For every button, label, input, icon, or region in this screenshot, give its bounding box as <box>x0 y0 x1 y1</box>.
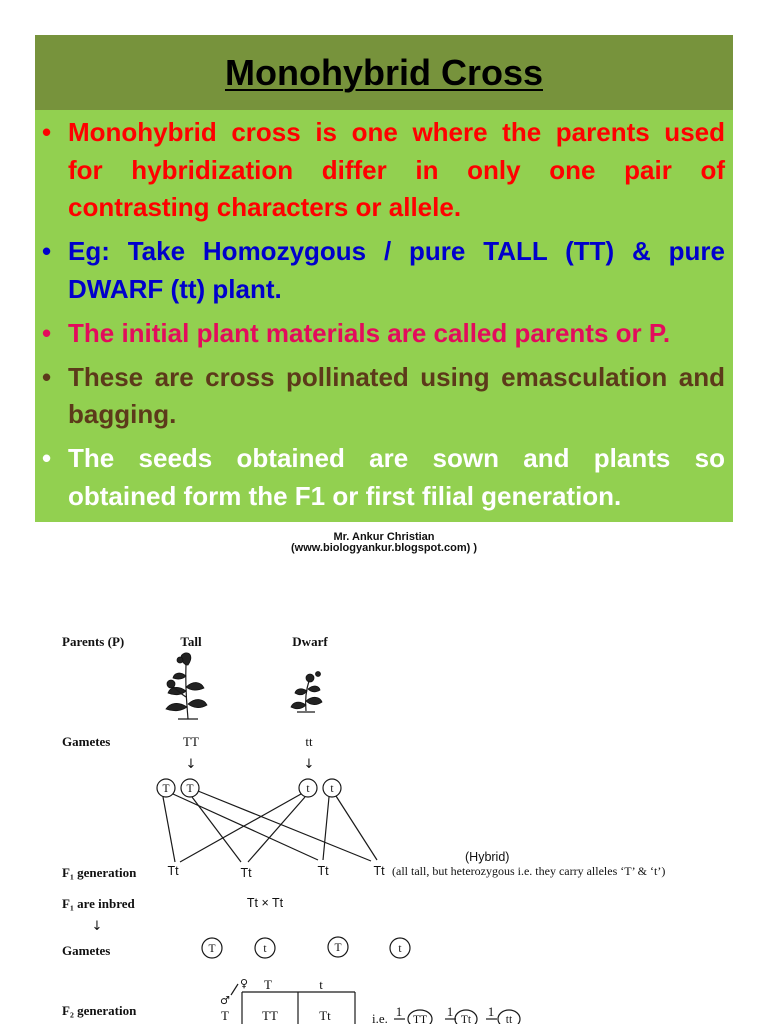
gamete-allele: T <box>334 942 342 954</box>
cross-line <box>323 797 329 860</box>
cross-line <box>173 794 318 860</box>
tall-plant-leaf <box>186 683 204 691</box>
bullet-dot: • <box>42 443 52 473</box>
f1-offspring: Tt <box>317 864 329 878</box>
hybrid-note: (Hybrid) <box>465 850 510 864</box>
tall-plant-bud <box>177 657 183 663</box>
slide-panel <box>35 35 733 522</box>
tall-genotype: TT <box>183 734 199 749</box>
f1-heterozygous-note: (all tall, but heterozygous i.e. they carry alleles ‘T’ & ‘t’) <box>392 864 666 878</box>
f2-ratio <box>372 1004 520 1024</box>
ratio-genotype: Tt <box>460 1014 472 1024</box>
gamete-allele: T <box>186 783 194 795</box>
punnett-cell: Tt <box>319 1008 331 1023</box>
author-name: Mr. Ankur Christian <box>333 531 435 543</box>
dwarf-plant-stem <box>306 681 309 711</box>
dwarf-plant-leaf <box>295 689 307 695</box>
gamete-allele: t <box>263 943 267 955</box>
punnett-row-header: T <box>221 1008 229 1023</box>
tall-plant-leaf <box>166 703 187 710</box>
monohybrid-cross-diagram <box>0 600 768 1024</box>
bullet-dot: • <box>42 317 52 348</box>
bullet-dot: • <box>42 361 52 392</box>
ratio-numerator: 1 <box>487 1004 495 1019</box>
bullet-line: The seeds obtained are sown and plants so <box>68 443 725 473</box>
tall-plant-flower <box>167 680 175 688</box>
f1-offspring: Tt <box>167 864 179 878</box>
f2-generation-label: F₂ generation <box>62 1003 137 1018</box>
f1-inbred-label: F₁ are inbred <box>62 896 135 911</box>
cross-line <box>163 797 175 862</box>
punnett-corner-divider <box>231 984 238 995</box>
tall-plant-stem <box>186 664 188 719</box>
gamete-allele: t <box>398 943 402 955</box>
bullet-example <box>35 233 733 308</box>
dwarf-plant-flower <box>306 674 314 682</box>
bullet-line: Monohybrid cross is one where the parents used <box>68 117 725 147</box>
punnett-column-header: T <box>264 977 272 992</box>
dwarf-plant-leaf <box>306 697 322 704</box>
tall-plant-leaf <box>188 700 207 708</box>
bullet-dot: • <box>42 117 52 147</box>
bullet-line: bagging. <box>68 399 177 429</box>
bullet-list <box>35 110 733 515</box>
ratio-genotype: TT <box>412 1014 428 1024</box>
cross-line <box>336 796 377 860</box>
bullet-line: DWARF (tt) plant. <box>68 273 282 304</box>
ratio-genotype: tt <box>505 1014 513 1024</box>
dwarf-parent-label: Dwarf <box>292 634 328 649</box>
gamete-allele: t <box>330 783 334 795</box>
dwarf-genotype: tt <box>305 734 313 749</box>
down-arrow-icon: ↓ <box>185 757 197 772</box>
down-arrow-icon: ↓ <box>91 919 103 934</box>
dwarf-plant-illustration <box>291 672 322 713</box>
dwarf-plant-leaf <box>308 686 320 692</box>
parent-gamete-circles <box>157 779 341 797</box>
dwarf-plant-bud <box>316 672 321 677</box>
bullet-line: for hybridization differ in only one pair of <box>68 154 725 185</box>
gamete-allele: T <box>208 943 216 955</box>
f1-gametes-label: Gametes <box>62 943 111 958</box>
punnett-column-header: t <box>319 977 323 992</box>
bullet-parents <box>35 315 733 353</box>
gametes-row-label: Gametes <box>62 734 111 749</box>
tall-plant-leaf <box>173 673 186 679</box>
slide-header <box>35 35 733 110</box>
down-arrow-icon: ↓ <box>303 757 315 772</box>
bullet-f1-generation <box>35 440 733 515</box>
parents-row-label: Parents (P) <box>62 634 125 649</box>
ratio-numerator: 1 <box>446 1004 454 1019</box>
female-symbol-icon: ♀ <box>240 977 249 990</box>
bullet-definition <box>35 114 733 227</box>
male-symbol-icon: ♂ <box>220 994 230 1007</box>
slide-body <box>35 110 733 522</box>
punnett-cell: TT <box>262 1008 278 1023</box>
gamete-allele: T <box>162 783 170 795</box>
tall-plant-leaf <box>168 687 186 694</box>
cross-line <box>192 797 241 862</box>
tall-parent-label: Tall <box>180 634 202 649</box>
f1-self-cross: Tt × Tt <box>246 896 284 910</box>
punnett-square <box>220 977 355 1024</box>
tall-plant-illustration <box>166 653 207 719</box>
bullet-line: These are cross pollinated using emasculation and <box>68 361 725 392</box>
f1-generation-label: F₁ generation <box>62 865 137 880</box>
f1-gamete-circles <box>202 937 410 958</box>
gamete-allele: t <box>306 783 310 795</box>
f1-offspring: Tt <box>373 864 385 878</box>
fertilization-lines <box>163 791 377 862</box>
bullet-line: obtained form the F1 or first filial generation. <box>68 480 622 511</box>
ratio-numerator: 1 <box>395 1004 403 1019</box>
bullet-line: Eg: Take Homozygous / pure TALL (TT) & pure <box>68 236 725 266</box>
ratio-prefix: i.e. <box>372 1011 388 1024</box>
bullet-line: contrasting characters or allele. <box>68 192 462 222</box>
bullet-dot: • <box>42 236 52 266</box>
dwarf-plant-leaf <box>291 702 306 709</box>
cross-line <box>248 797 305 862</box>
slide-title: Monohybrid Cross <box>224 52 543 93</box>
author-website: (www.biologyankur.blogspot.com) ) <box>291 542 477 554</box>
cross-line <box>198 791 371 861</box>
bullet-line: The initial plant materials are called parents or P. <box>68 317 671 348</box>
author-credit <box>0 532 768 554</box>
f1-offspring: Tt <box>240 866 252 880</box>
bullet-pollination <box>35 359 733 434</box>
